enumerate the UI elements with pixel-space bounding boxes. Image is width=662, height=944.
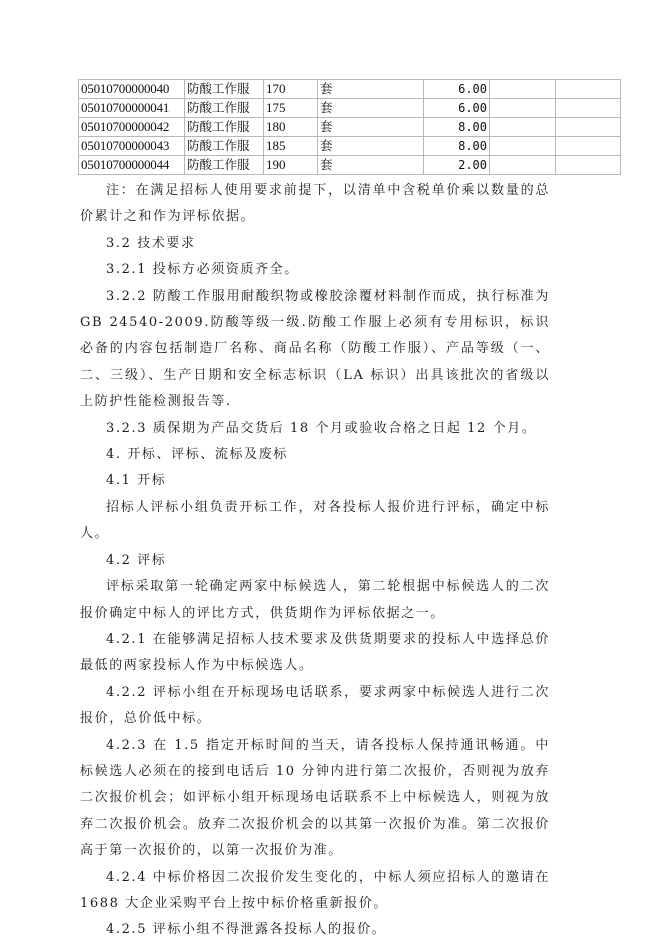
empty-cell xyxy=(490,80,556,99)
empty-cell xyxy=(556,156,621,175)
item-size-cell: 175 xyxy=(264,99,318,118)
clause-3-2-2: 3.2.2 防酸工作服用耐酸织物或橡胶涂覆材料制作而成，执行标准为 GB 24540-2009.防酸等级一级.防酸工作服上必须有专用标识，标识必备的内容包括制造厂名称、商品名称（防酸工作服）、产品等级（一、二、三级）、生产日期和安全标志标识（LA 标识）出具该批次的省级以上防护性能检测报告等. xyxy=(80,288,550,410)
item-name-cell: 防酸工作服 xyxy=(185,156,264,175)
item-qty-cell: 8.00 xyxy=(424,137,490,156)
item-size-cell: 185 xyxy=(264,137,318,156)
clause-4-2-5: 4.2.5 评标小组不得泄露各投标人的报价。 xyxy=(106,922,387,938)
item-code-cell: 05010700000040 xyxy=(79,80,185,99)
table-row xyxy=(79,99,621,118)
clause-4-1-body: 招标人评标小组负责开标工作，对各投标人报价进行评标，确定中标人。 xyxy=(80,499,550,542)
item-qty-cell: 6.00 xyxy=(424,99,490,118)
clause-4-2-3: 4.2.3 在 1.5 指定开标时间的当天，请各投标人保持通讯畅通。中标候选人必须在的接到电话后 10 分钟内进行第二次报价，否则视为放弃二次报价机会；如评标小组开标现场电话联系不上中标候选人，则视为放弃二次报价机会。放弃二次报价机会的以其第一次报价为准。第二次报价高于第一次报价的，以第一次报价为准。 xyxy=(80,737,550,859)
document-body xyxy=(80,178,550,944)
clause-4-2-1: 4.2.1 在能够满足招标人技术要求及供货期要求的投标人中选择总价最低的两家投标人作为中标候选人。 xyxy=(80,631,550,674)
item-name-cell: 防酸工作服 xyxy=(185,137,264,156)
item-code-cell: 05010700000041 xyxy=(79,99,185,118)
clause-4-2-4: 4.2.4 中标价格因二次报价发生变化的，中标人须应招标人的邀请在 1688 大企业采购平台上按中标价格重新报价。 xyxy=(80,869,550,911)
table-row xyxy=(79,118,621,137)
table-row xyxy=(79,137,621,156)
item-name-cell: 防酸工作服 xyxy=(185,118,264,137)
clause-4-2-body: 评标采取第一轮确定两家中标候选人，第二轮根据中标候选人的二次报价确定中标人的评比方式，供货期作为评标依据之一。 xyxy=(80,579,550,621)
item-qty-cell: 8.00 xyxy=(424,118,490,137)
item-size-cell: 170 xyxy=(264,80,318,99)
item-unit-cell: 套 xyxy=(318,99,424,118)
item-name-cell: 防酸工作服 xyxy=(185,99,264,118)
table-row xyxy=(79,156,621,175)
clause-4-2-2: 4.2.2 评标小组在开标现场电话联系，要求两家中标候选人进行二次报价，总价低中标。 xyxy=(80,684,550,727)
item-qty-cell: 2.00 xyxy=(424,156,490,175)
empty-cell xyxy=(556,99,621,118)
section-heading-4-1: 4.1 开标 xyxy=(106,473,167,489)
item-name-cell: 防酸工作服 xyxy=(185,80,264,99)
empty-cell xyxy=(556,80,621,99)
item-unit-cell: 套 xyxy=(318,80,424,99)
item-table xyxy=(78,79,621,175)
item-size-cell: 180 xyxy=(264,118,318,137)
clause-3-2-1: 3.2.1 投标方必须资质齐全。 xyxy=(106,262,299,278)
item-code-cell: 05010700000043 xyxy=(79,137,185,156)
item-size-cell: 190 xyxy=(264,156,318,175)
empty-cell xyxy=(490,156,556,175)
section-heading-3-2: 3.2 技术要求 xyxy=(106,235,196,251)
item-unit-cell: 套 xyxy=(318,137,424,156)
empty-cell xyxy=(556,118,621,137)
item-qty-cell: 6.00 xyxy=(424,80,490,99)
clause-3-2-3: 3.2.3 质保期为产品交货后 18 个月或验收合格之日起 12 个月。 xyxy=(106,420,537,436)
table-row xyxy=(79,80,621,99)
empty-cell xyxy=(490,118,556,137)
item-code-cell: 05010700000042 xyxy=(79,118,185,137)
item-unit-cell: 套 xyxy=(318,118,424,137)
section-heading-4-2: 4.2 评标 xyxy=(106,552,167,568)
item-unit-cell: 套 xyxy=(318,156,424,175)
item-code-cell: 05010700000044 xyxy=(79,156,185,175)
empty-cell xyxy=(556,137,621,156)
section-heading-4: 4. 开标、评标、流标及废标 xyxy=(106,447,288,463)
empty-cell xyxy=(490,137,556,156)
empty-cell xyxy=(490,99,556,118)
evaluation-note: 注：在满足招标人使用要求前提下，以清单中含税单价乘以数量的总价累计之和作为评标依据。 xyxy=(80,183,550,225)
